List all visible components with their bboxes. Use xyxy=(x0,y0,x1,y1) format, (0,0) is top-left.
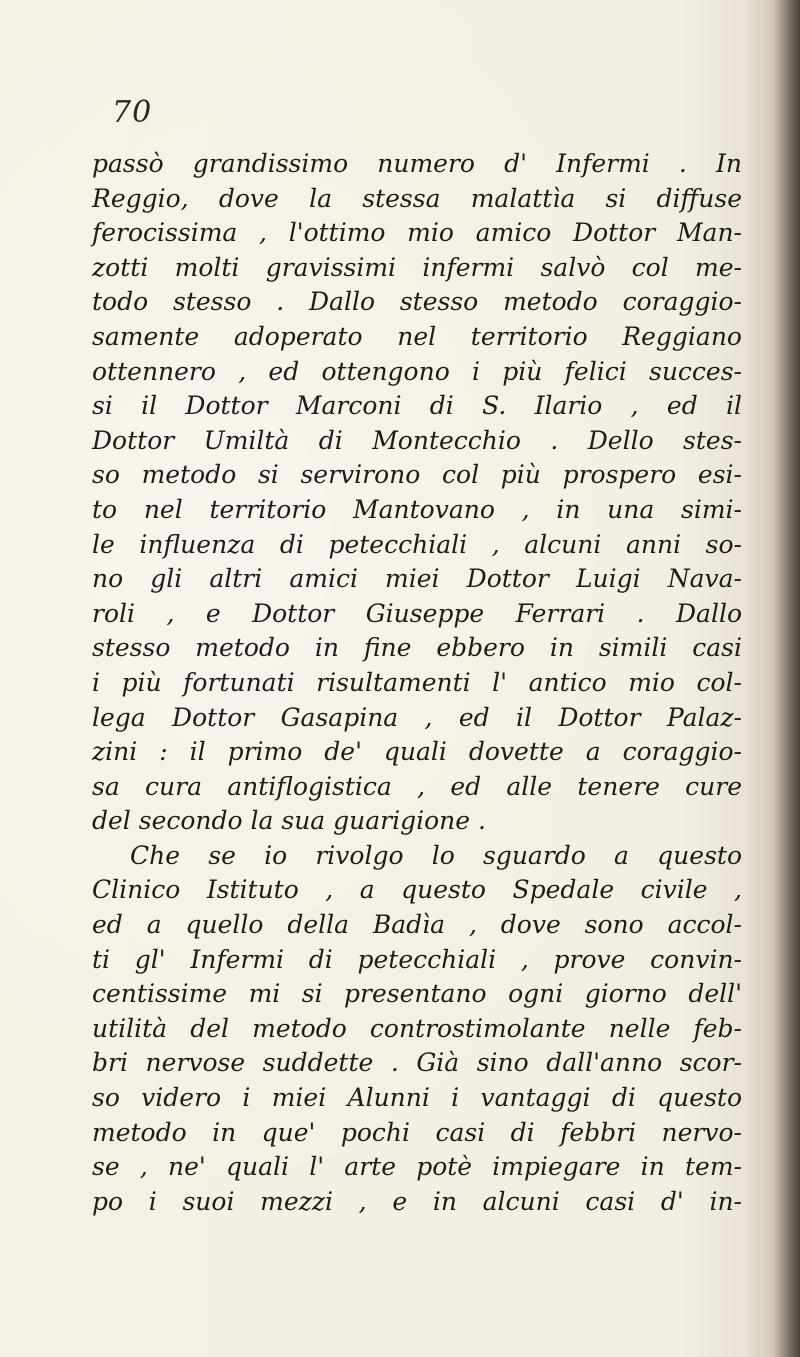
text-line: le influenza di petecchiali , alcuni anni so- xyxy=(92,529,742,559)
text-line: i più fortunati risultamenti l' antico mio col- xyxy=(92,667,742,697)
text-line: lega Dottor Gasapina , ed il Dottor Palaz- xyxy=(92,702,742,732)
text-line: to nel territorio Mantovano , in una simi- xyxy=(92,494,742,524)
text-line: metodo in que' pochi casi di febbri nervo- xyxy=(92,1117,742,1147)
text-line-paragraph-start: Che se io rivolgo lo sguardo a questo xyxy=(130,840,742,870)
text-line: no gli altri amici miei Dottor Luigi Nava- xyxy=(92,564,742,594)
text-line: Clinico Istituto , a questo Spedale civile , xyxy=(92,875,742,905)
text-line: bri nervose suddette . Già sino dall'anno scor- xyxy=(92,1048,742,1078)
text-line: zotti molti gravissimi infermi salvò col me- xyxy=(92,252,742,282)
text-line: Reggio, dove la stessa malattìa si diffuse xyxy=(92,183,742,213)
text-line: passò grandissimo numero d' Infermi . In xyxy=(92,149,742,178)
text-line: zini : il primo de' quali dovette a coraggio- xyxy=(92,737,742,767)
text-line-paragraph-end: del secondo la sua guarigione . xyxy=(92,806,486,836)
text-line: utilità del metodo controstimolante nelle feb- xyxy=(92,1013,742,1043)
text-line: so metodo si servirono col più prospero esi- xyxy=(92,460,742,490)
page-number: 70 xyxy=(112,95,153,130)
text-line: se , ne' quali l' arte potè impiegare in tem- xyxy=(92,1152,742,1182)
text-line: sa cura antiflogistica , ed alle tenere cure xyxy=(92,771,742,801)
text-line: ferocissima , l'ottimo mio amico Dottor Man- xyxy=(92,218,742,248)
text-line: stesso metodo in fine ebbero in simili casi xyxy=(92,633,742,663)
text-line: Dottor Umiltà di Montecchio . Dello stes- xyxy=(92,425,742,455)
text-line: roli , e Dottor Giuseppe Ferrari . Dallo xyxy=(92,598,742,628)
page-edge-shadow xyxy=(772,0,800,1357)
body-text xyxy=(92,147,742,1219)
text-line: so videro i miei Alunni i vantaggi di questo xyxy=(92,1083,742,1113)
text-line: centissime mi si presentano ogni giorno dell' xyxy=(92,979,742,1009)
text-line: ottennero , ed ottengono i più felici succes- xyxy=(92,356,742,386)
text-line: todo stesso . Dallo stesso metodo coraggio- xyxy=(92,287,742,317)
text-line: ti gl' Infermi di petecchiali , prove convin- xyxy=(92,944,742,974)
text-line: samente adoperato nel territorio Reggiano xyxy=(92,321,742,351)
text-line: si il Dottor Marconi di S. Ilario , ed il xyxy=(92,391,742,421)
text-line: po i suoi mezzi , e in alcuni casi d' in- xyxy=(92,1186,742,1216)
text-line: ed a quello della Badìa , dove sono accol- xyxy=(92,910,742,940)
